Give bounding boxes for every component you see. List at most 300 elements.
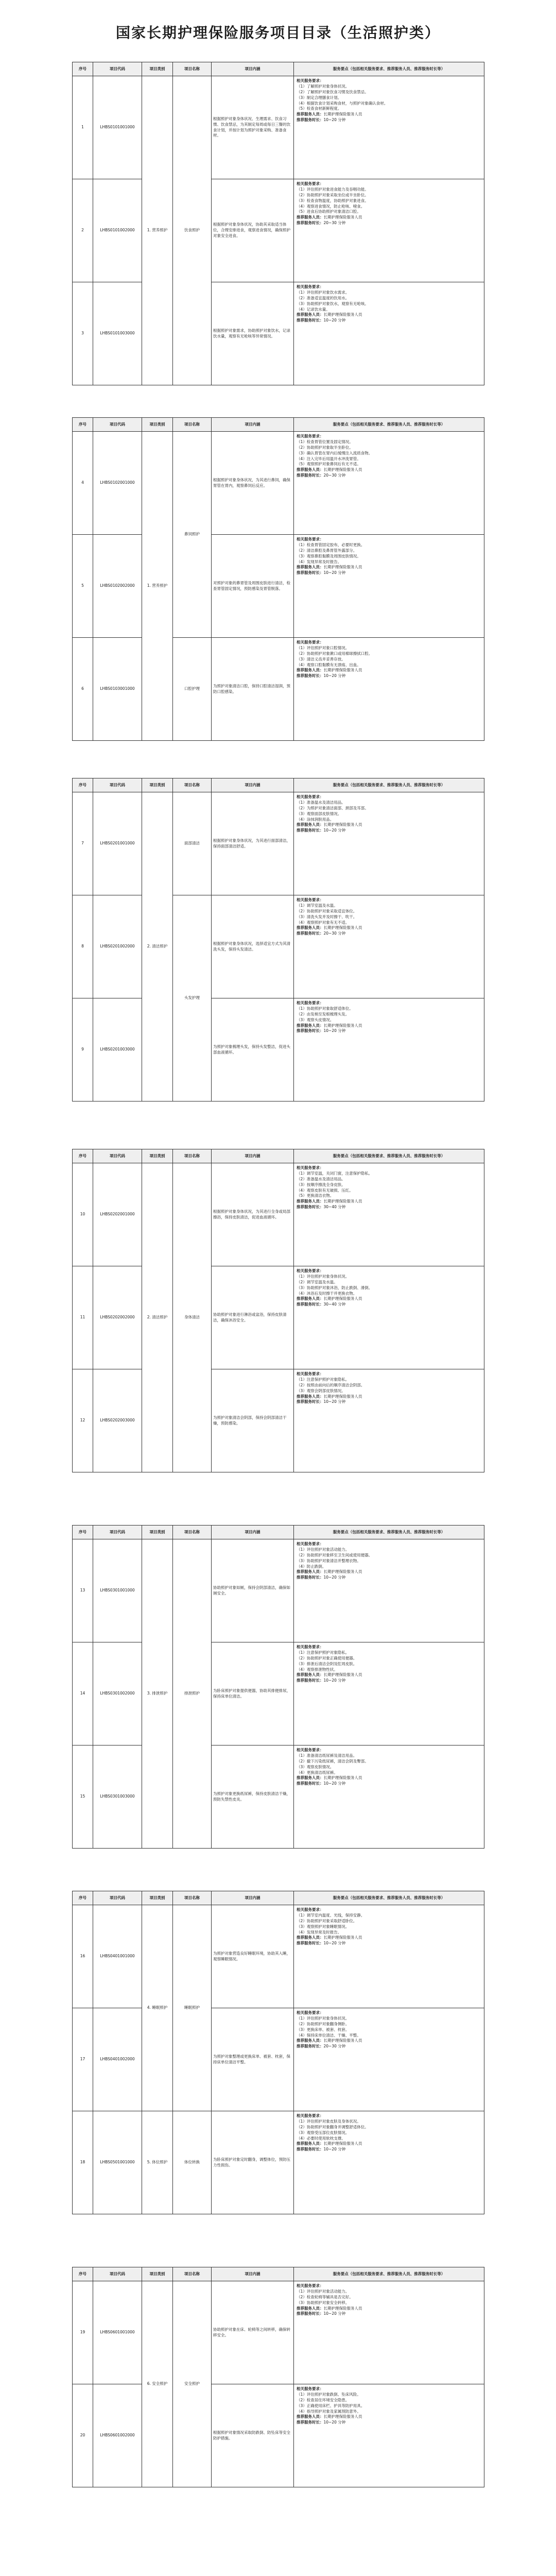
requirement-line: （1）评估照护对象进食能力及吞咽功能。: [297, 187, 369, 192]
staff-value: 长期护理保险服务人员: [323, 112, 362, 117]
staff-value: 长期护理保险服务人员: [323, 2141, 362, 2146]
requirements-title: 相关服务要求：: [297, 1541, 324, 1546]
requirement-line: （4）保持床单位清洁、干燥、平整。: [297, 2032, 361, 2038]
column-header: 项目内涵: [212, 1891, 294, 1905]
requirement-line: （3）更换床单、被套、枕套。: [297, 2027, 350, 2032]
staff-label: 推荐服务人员：: [297, 1775, 324, 1781]
staff-label: 推荐服务人员：: [297, 668, 324, 673]
project-code: LHBS0601002000: [93, 2384, 142, 2487]
column-header: 序号: [73, 62, 93, 76]
table-header-row: [73, 2267, 484, 2281]
duration-value: 30~40 分钟: [323, 1205, 346, 1210]
project-category: 6. 安全照护: [142, 2281, 173, 2487]
row-number: 20: [73, 2384, 93, 2487]
requirement-line: （1）检查胃管固定胶布，必要时更换。: [297, 542, 365, 547]
requirement-line: （2）协助照护对象正确使用便器。: [297, 1655, 357, 1660]
service-requirements: [294, 1369, 484, 1472]
requirement-line: （2）协助照护对象移至卫生间或使用便器。: [297, 1552, 373, 1557]
staff-value: 长期护理保险服务人员: [323, 215, 362, 220]
requirement-line: （2）按照由前向后的顺序清洁会阴部。: [297, 1382, 365, 1387]
requirement-line: （1）协助照护对象取舒适体位。: [297, 1006, 353, 1011]
requirement-line: （3）清洁义齿并妥善存放。: [297, 656, 345, 662]
column-header: 项目代码: [93, 1891, 142, 1905]
requirements-title: 相关服务要求：: [297, 1001, 324, 1005]
recommended-duration: [297, 2311, 481, 2317]
duration-value: 30~40 分钟: [323, 1302, 346, 1307]
requirements-title: 相关服务要求：: [297, 1268, 324, 1273]
project-content: 协助照护对象在床、轮椅等之间转移，确保转移安全。: [212, 2281, 294, 2384]
requirement-line: （4）记录饮水量。: [297, 307, 330, 312]
project-content: 根据照护对象身体状况，为其进行全身或局部擦浴，保持皮肤清洁，促进血液循环。: [212, 1163, 294, 1266]
column-header: 项目类别: [142, 1526, 173, 1539]
table-row: [73, 1266, 484, 1369]
duration-label: 推荐服务时长：: [297, 221, 324, 226]
column-header: 项目名称: [173, 418, 212, 432]
project-content: 为照护对象更换纸尿裤，保持皮肤清洁干燥，预防失禁性皮炎。: [212, 1745, 294, 1849]
row-number: 19: [73, 2281, 93, 2384]
requirement-line: （4）沐浴后及时擦干并更换衣物。: [297, 1291, 357, 1296]
project-category: 2. 清洁照护: [142, 792, 173, 1101]
project-code: LHBS0101002000: [93, 179, 142, 282]
row-number: 4: [73, 432, 93, 535]
project-content: 根据照护对象身体状况，为其进行鼻饲，确保胃管在胃内，观察鼻饲后反应。: [212, 432, 294, 535]
requirements-title: 相关服务要求：: [297, 1645, 324, 1649]
recommended-duration: [297, 1678, 481, 1684]
duration-label: 推荐服务时长：: [297, 117, 324, 123]
row-number: 12: [73, 1369, 93, 1472]
staff-value: 长期护理保险服务人员: [323, 822, 362, 827]
table-header-row: [73, 1891, 484, 1905]
service-requirements: [294, 1745, 484, 1849]
table-row: [73, 1642, 484, 1745]
duration-value: 10~20 分钟: [323, 1781, 346, 1786]
duration-value: 20~30 分钟: [323, 221, 346, 226]
column-header: 项目名称: [173, 1891, 212, 1905]
recommended-staff: [297, 1394, 481, 1400]
requirement-line: （2）准备适宜温度的饮用水。: [297, 295, 350, 300]
column-header: 序号: [73, 1526, 93, 1539]
project-code: LHBS0601001000: [93, 2281, 142, 2384]
column-header: 序号: [73, 418, 93, 432]
requirement-line: （3）观察鼻腔黏膜及周围皮肤情况。: [297, 553, 361, 558]
recommended-staff: [297, 1935, 481, 1941]
duration-label: 推荐服务时长：: [297, 2311, 324, 2316]
column-header: 项目内涵: [212, 1149, 294, 1163]
service-requirements: [294, 1642, 484, 1745]
requirements-title: 相关服务要求：: [297, 2010, 324, 2015]
requirement-line: （1）注意保护照护对象隐私。: [297, 1650, 350, 1655]
column-header: 项目名称: [173, 2267, 212, 2281]
service-table: [72, 62, 484, 385]
service-requirements: [294, 1266, 484, 1369]
staff-value: 长期护理保险服务人员: [323, 565, 362, 570]
service-requirements: [294, 535, 484, 638]
staff-label: 推荐服务人员：: [297, 925, 324, 930]
duration-value: 20~30 分钟: [323, 473, 346, 478]
requirements-title: 相关服务要求：: [297, 434, 324, 438]
requirement-line: （4）观察皮肤有无破损、压红。: [297, 1188, 353, 1193]
project-content: 为照护对象清洁口腔，保持口腔清洁湿润，预防口腔感染。: [212, 638, 294, 741]
recommended-duration: [297, 1781, 481, 1787]
service-requirements: [294, 179, 484, 282]
column-header: 项目代码: [93, 1526, 142, 1539]
table-page-7: [72, 2267, 484, 2487]
recommended-staff: [297, 112, 481, 117]
table-row: [73, 432, 484, 535]
duration-value: 10~20 分钟: [323, 1941, 346, 1946]
table-row: [73, 1369, 484, 1472]
requirement-line: （2）协助照护对象翻身侧卧。: [297, 2021, 350, 2026]
service-table: [72, 1525, 484, 1849]
staff-label: 推荐服务人员：: [297, 565, 324, 570]
service-requirements: [294, 76, 484, 179]
project-code: LHBS0401001000: [93, 1905, 142, 2008]
staff-value: 长期护理保险服务人员: [323, 1023, 362, 1028]
project-group: 体位转换: [173, 2111, 212, 2214]
staff-label: 推荐服务人员：: [297, 2141, 324, 2146]
staff-label: 推荐服务人员：: [297, 2306, 324, 2311]
requirement-line: （2）检查轮椅等辅具是否完好。: [297, 2294, 353, 2299]
row-number: 17: [73, 2008, 93, 2111]
requirement-line: （2）了解照护对象饮食习惯及饮食禁忌。: [297, 89, 369, 94]
staff-value: 长期护理保险服务人员: [323, 467, 362, 472]
project-code: LHBS0201001000: [93, 792, 142, 895]
column-header: 服务要点（包括相关服务要求、推荐服务人员、推荐服务时长等）: [294, 2267, 484, 2281]
column-header: 项目代码: [93, 2267, 142, 2281]
recommended-duration: [297, 828, 481, 834]
project-code: LHBS0101003000: [93, 282, 142, 385]
staff-value: 长期护理保险服务人员: [323, 1296, 362, 1301]
duration-label: 推荐服务时长：: [297, 1399, 324, 1404]
recommended-staff: [297, 215, 481, 221]
project-category: 4. 睡眠照护: [142, 1905, 173, 2111]
project-code: LHBS0102001000: [93, 432, 142, 535]
column-header: 项目名称: [173, 62, 212, 76]
duration-label: 推荐服务时长：: [297, 570, 324, 575]
service-requirements: [294, 2008, 484, 2111]
recommended-duration: [297, 1302, 481, 1308]
requirement-line: （3）协助照护对象沐浴，防止跌倒、滑倒。: [297, 1285, 373, 1290]
table-row: [73, 1539, 484, 1642]
requirement-line: （1）评估照护对象活动能力。: [297, 1547, 350, 1552]
recommended-duration: [297, 570, 481, 576]
service-requirements: [294, 1905, 484, 2008]
recommended-staff: [297, 1672, 481, 1678]
requirement-line: （1）调节室温及水温。: [297, 903, 338, 908]
requirement-line: （1）评估照护对象活动能力。: [297, 2289, 350, 2294]
staff-label: 推荐服务人员：: [297, 312, 324, 317]
column-header: 项目内涵: [212, 2267, 294, 2281]
row-number: 13: [73, 1539, 93, 1642]
recommended-duration: [297, 1028, 481, 1034]
table-row: [73, 1745, 484, 1849]
requirements-title: 相关服务要求：: [297, 2386, 324, 2391]
table-row: [73, 792, 484, 895]
recommended-staff: [297, 2141, 481, 2147]
service-requirements: [294, 432, 484, 535]
row-number: 1: [73, 76, 93, 179]
column-header: 项目类别: [142, 1891, 173, 1905]
column-header: 服务要点（包括相关服务要求、推荐服务人员、推荐服务时长等）: [294, 1891, 484, 1905]
recommended-staff: [297, 1775, 481, 1781]
requirements-title: 相关服务要求：: [297, 794, 324, 799]
table-row: [73, 895, 484, 998]
column-header: 项目内涵: [212, 778, 294, 792]
requirement-line: （3）检查食物温度，协助照护对象进食。: [297, 198, 369, 203]
table-page-6: [72, 1891, 484, 2214]
requirement-line: （3）观察受压部位皮肤情况。: [297, 2130, 350, 2135]
requirement-line: （2）协助照护对象漱口或用棉球擦拭口腔。: [297, 651, 373, 656]
duration-value: 10~20 分钟: [323, 2311, 346, 2316]
project-content: 根据照护对象需求，协助照护对象饮水，记录饮水量，观察有无呛咳等异常情况。: [212, 282, 294, 385]
requirement-line: （2）协助照护对象采取适宜体位。: [297, 908, 357, 913]
recommended-staff: [297, 668, 481, 673]
column-header: 项目类别: [142, 778, 173, 792]
table-row: [73, 535, 484, 638]
duration-label: 推荐服务时长：: [297, 1678, 324, 1683]
staff-label: 推荐服务人员：: [297, 215, 324, 220]
row-number: 3: [73, 282, 93, 385]
staff-label: 推荐服务人员：: [297, 467, 324, 472]
requirement-line: （1）评估照护对象身体状况。: [297, 2015, 350, 2021]
project-category: 2. 清洁照护: [142, 1163, 173, 1472]
row-number: 9: [73, 998, 93, 1101]
project-content: 为照护对象梳理头发，保持头发整洁，促进头部血液循环。: [212, 998, 294, 1101]
column-header: 项目类别: [142, 1149, 173, 1163]
duration-label: 推荐服务时长：: [297, 1575, 324, 1580]
staff-label: 推荐服务人员：: [297, 1935, 324, 1940]
duration-label: 推荐服务时长：: [297, 2044, 324, 2049]
requirement-line: （3）按顺序擦洗全身皮肤。: [297, 1182, 345, 1187]
recommended-duration: [297, 318, 481, 324]
column-header: 项目内涵: [212, 1526, 294, 1539]
duration-label: 推荐服务时长：: [297, 1302, 324, 1307]
requirements-title: 相关服务要求：: [297, 640, 324, 645]
staff-label: 推荐服务人员：: [297, 112, 324, 117]
requirement-line: （2）协助照护对象翻身并调整舒适体位。: [297, 2124, 369, 2129]
duration-label: 推荐服务时长：: [297, 1028, 324, 1033]
table-page-3: [72, 778, 484, 1101]
document-title: 国家长期护理保险服务项目目录（生活照护类）: [115, 24, 440, 41]
requirements-title: 相关服务要求：: [297, 1907, 324, 1912]
row-number: 10: [73, 1163, 93, 1266]
requirement-line: （3）确认胃管在胃内后缓慢注入流质食物。: [297, 450, 373, 455]
requirement-line: （2）协助照护对象采取坐位或半坐卧位。: [297, 192, 369, 197]
service-requirements: [294, 2111, 484, 2214]
recommended-duration: [297, 673, 481, 679]
duration-label: 推荐服务时长：: [297, 2147, 324, 2152]
requirement-line: （1）评估照护对象口腔情况。: [297, 645, 350, 650]
requirement-line: （4）必要时使用软枕支撑。: [297, 2136, 345, 2141]
column-header: 服务要点（包括相关服务要求、推荐服务人员、推荐服务时长等）: [294, 62, 484, 76]
service-requirements: [294, 2281, 484, 2384]
staff-value: 长期护理保险服务人员: [323, 1775, 362, 1781]
column-header: 项目名称: [173, 1149, 212, 1163]
recommended-duration: [297, 221, 481, 226]
table-row: [73, 179, 484, 282]
project-code: LHBS0301001000: [93, 1539, 142, 1642]
table-row: [73, 638, 484, 741]
requirement-line: （1）准备温水及清洁用品。: [297, 800, 345, 805]
requirement-line: （2）清洁鼻腔及鼻胃管外露部分。: [297, 548, 357, 553]
recommended-duration: [297, 2420, 481, 2426]
column-header: 项目代码: [93, 62, 142, 76]
requirements-title: 相关服务要求：: [297, 284, 324, 289]
duration-value: 10~20 分钟: [323, 1678, 346, 1683]
requirement-line: （4）指导照护对象及家属预防意外。: [297, 2409, 361, 2414]
staff-label: 推荐服务人员：: [297, 1394, 324, 1399]
project-group: 安全照护: [173, 2281, 212, 2487]
row-number: 5: [73, 535, 93, 638]
table-header-row: [73, 418, 484, 432]
duration-value: 10~20 分钟: [323, 673, 346, 679]
staff-label: 推荐服务人员：: [297, 1023, 324, 1028]
staff-value: 长期护理保险服务人员: [323, 312, 362, 317]
row-number: 18: [73, 2111, 93, 2214]
column-header: 项目名称: [173, 778, 212, 792]
recommended-duration: [297, 1575, 481, 1581]
column-header: 项目代码: [93, 1149, 142, 1163]
project-content: 为照护对象营造良好睡眠环境，协助其入睡，观察睡眠情况。: [212, 1905, 294, 2008]
duration-value: 10~20 分钟: [323, 1028, 346, 1033]
duration-value: 10~20 分钟: [323, 1575, 346, 1580]
requirements-title: 相关服务要求：: [297, 78, 324, 83]
requirement-line: （1）评估照护对象身体状况。: [297, 1274, 350, 1279]
column-header: 服务要点（包括相关服务要求、推荐服务人员、推荐服务时长等）: [294, 778, 484, 792]
duration-value: 10~20 分钟: [323, 570, 346, 575]
project-content: 根据照护对象身体状况、生理需求、饮食习惯、饮食禁忌，为其制定每周或每日三餐的饮食计划，并按计划为照护对象采购、准备食材。: [212, 76, 294, 179]
row-number: 6: [73, 638, 93, 741]
row-number: 16: [73, 1905, 93, 2008]
project-category: 5. 体位照护: [142, 2111, 173, 2214]
table-page-5: [72, 1525, 484, 1849]
duration-value: 20~30 分钟: [323, 931, 346, 936]
recommended-staff: [297, 1569, 481, 1575]
staff-value: 长期护理保险服务人员: [323, 2414, 362, 2419]
project-content: 为照护对象清洁会阴部，保持会阴部清洁干燥，预防感染。: [212, 1369, 294, 1472]
requirement-line: （2）准备温水及清洁用品。: [297, 1176, 345, 1181]
service-requirements: [294, 282, 484, 385]
requirement-line: （1）调节室温，关闭门窗，注意保护隐私。: [297, 1171, 373, 1176]
table-row: [73, 2111, 484, 2214]
recommended-staff: [297, 2414, 481, 2420]
service-requirements: [294, 792, 484, 895]
staff-label: 推荐服务人员：: [297, 1569, 324, 1574]
project-content: 对照护对象的鼻胃管及周围皮肤进行清洁，检查胃管固定情况，预防感染及胃管脱落。: [212, 535, 294, 638]
recommended-staff: [297, 1296, 481, 1302]
requirement-line: （3）观察头皮情况。: [297, 1017, 334, 1022]
service-requirements: [294, 895, 484, 998]
duration-value: 10~20 分钟: [323, 1399, 346, 1404]
column-header: 项目类别: [142, 418, 173, 432]
service-table: [72, 778, 484, 1101]
service-table: [72, 1149, 484, 1472]
staff-label: 推荐服务人员：: [297, 822, 324, 827]
recommended-duration: [297, 1941, 481, 1946]
project-code: LHBS0102002000: [93, 535, 142, 638]
recommended-staff: [297, 925, 481, 931]
requirement-line: （5）更换清洁衣物。: [297, 1193, 334, 1198]
requirement-line: （1）调节室内温度、光线，保持安静。: [297, 1912, 365, 1918]
row-number: 8: [73, 895, 93, 998]
service-table: [72, 2267, 484, 2487]
column-header: 项目类别: [142, 62, 173, 76]
requirement-line: （1）准备清洁纸尿裤及清洁用品。: [297, 1753, 357, 1758]
project-group: 身体清洁: [173, 1163, 212, 1472]
project-code: LHBS0401002000: [93, 2008, 142, 2111]
duration-value: 10~20 分钟: [323, 318, 346, 323]
project-group: 排泄照护: [173, 1539, 212, 1849]
duration-label: 推荐服务时长：: [297, 931, 324, 936]
service-requirements: [294, 638, 484, 741]
requirement-line: （3）观察皮肤情况。: [297, 1764, 334, 1769]
row-number: 15: [73, 1745, 93, 1849]
requirement-line: （4）观察口腔黏膜有无溃疡、出血。: [297, 662, 361, 667]
row-number: 11: [73, 1266, 93, 1369]
requirement-line: （4）发现异常及时报告。: [297, 559, 342, 564]
requirements-title: 相关服务要求：: [297, 537, 324, 541]
requirement-line: （2）撤下污染纸尿裤，清洁会阴及臀部。: [297, 1758, 369, 1764]
project-content: 协助照护对象进行淋浴或盆浴，保持皮肤清洁，确保沐浴安全。: [212, 1266, 294, 1369]
table-row: [73, 2384, 484, 2487]
requirement-line: （2）检查居住环境安全隐患。: [297, 2397, 350, 2402]
staff-value: 长期护理保险服务人员: [323, 1199, 362, 1204]
staff-label: 推荐服务人员：: [297, 1672, 324, 1677]
table-header-row: [73, 1149, 484, 1163]
service-requirements: [294, 2384, 484, 2487]
column-header: 项目内涵: [212, 418, 294, 432]
requirement-line: （3）协助照护对象饮水，观察有无呛咳。: [297, 301, 369, 306]
requirement-line: （1）注意保护照护对象隐私。: [297, 1377, 350, 1382]
table-row: [73, 1163, 484, 1266]
project-group: 鼻饲照护: [173, 432, 212, 638]
table-page-2: [72, 417, 484, 741]
project-group: 面部清洁: [173, 792, 212, 895]
row-number: 7: [73, 792, 93, 895]
table-page-4: [72, 1149, 484, 1472]
project-category: 3. 排泄照护: [142, 1539, 173, 1849]
project-code: LHBS0202001000: [93, 1163, 142, 1266]
column-header: 服务要点（包括相关服务要求、推荐服务人员、推荐服务时长等）: [294, 418, 484, 432]
column-header: 项目内涵: [212, 62, 294, 76]
requirement-line: （1）评估照护对象皮肤及身体状况。: [297, 2119, 361, 2124]
project-content: 根据照护对象身体状况，协助其采取适当体位，合理安排进食，观察进食情况，确保照护对象安全进食。: [212, 179, 294, 282]
requirement-line: （2）协助照护对象取半坐卧位。: [297, 445, 353, 450]
service-requirements: [294, 998, 484, 1101]
recommended-staff: [297, 1023, 481, 1029]
column-header: 服务要点（包括相关服务要求、推荐服务人员、推荐服务时长等）: [294, 1149, 484, 1163]
table-row: [73, 2008, 484, 2111]
project-code: LHBS0301002000: [93, 1642, 142, 1745]
project-content: 为卧床照护对象提供便器，协助其排便排尿，保持床单位清洁。: [212, 1642, 294, 1745]
recommended-staff: [297, 1199, 481, 1205]
duration-label: 推荐服务时长：: [297, 673, 324, 679]
staff-value: 长期护理保险服务人员: [323, 2038, 362, 2043]
service-table: [72, 1891, 484, 2214]
duration-value: 10~20 分钟: [323, 828, 346, 833]
project-code: LHBS0501001000: [93, 2111, 142, 2214]
project-code: LHBS0201002000: [93, 895, 142, 998]
requirement-line: （5）观察照护对象鼻饲后有无不适。: [297, 462, 361, 467]
project-group: 口腔护理: [173, 638, 212, 741]
requirement-line: （1）了解照护对象身体状况。: [297, 83, 350, 89]
recommended-duration: [297, 473, 481, 479]
staff-label: 推荐服务人员：: [297, 2414, 324, 2419]
recommended-duration: [297, 117, 481, 123]
row-number: 2: [73, 179, 93, 282]
project-code: LHBS0202003000: [93, 1369, 142, 1472]
duration-value: 10~20 分钟: [323, 2420, 346, 2425]
